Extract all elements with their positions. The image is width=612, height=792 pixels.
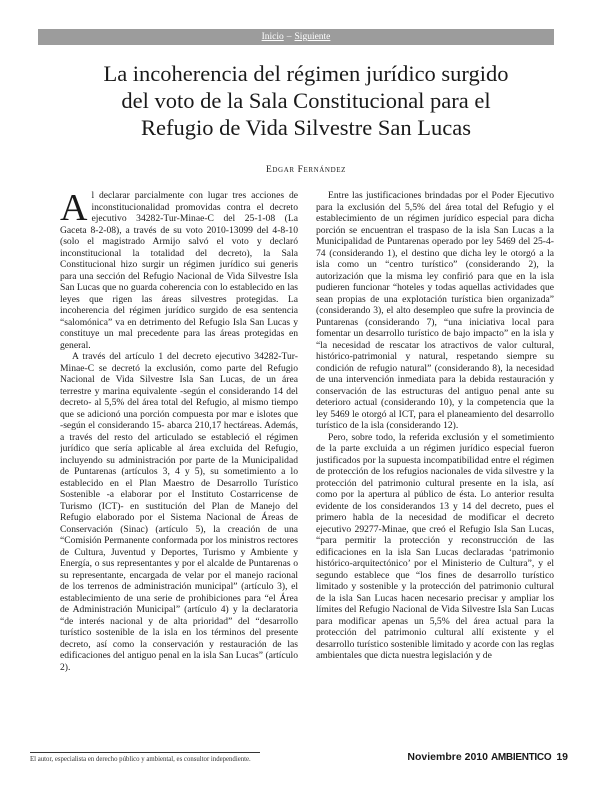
footer-magazine-name: AMBIENTICO: [490, 752, 552, 763]
article-title: [60, 60, 552, 141]
title-line-3: Refugio de Vida Silvestre San Lucas: [140, 115, 472, 140]
footer-date: Noviembre 2010: [407, 751, 488, 763]
nav-separator: –: [286, 32, 292, 42]
footnote-divider: [30, 752, 260, 753]
left-paragraph-1: [60, 190, 298, 351]
left-paragraph-2: A través del artículo 1 del decreto ejecutivo 34282-Tur-Minae-C se decretó la exclusión, como parte del Refugio Nacional de Vida Silvestre Isla San Lucas, de un área terrestre y marina equivalente -según el considerando 14 del decreto- al 5,5% del área total del Refugio, al mismo tiempo que se adicionó una porción compuesta por mar e islotes que -según el considerando 15- abarca 210,17 hectáreas. Además, a través del resto del articulado se estableció el régimen jurídico que sería aplicable al área excluida del Refugio, incluyendo su administración por parte de la Municipalidad de Puntarenas (artículos 3, 4 y 5), su sometimiento a lo establecido en el Plan Maestro de Desarrollo Turístico Sostenible -a elaborar por el Instituto Costarricense de Turismo (ICT)- en sustitución del Plan de Manejo del Refugio elaborado por el Sistema Nacional de Áreas de Conservación (Sinac) (artículo 5), la creación de una “Comisión Permanente conformada por los ministros rectores de Cultura, Juventud y Deportes, Turismo y Ambiente y Energía, o sus representantes y por el alcalde de Puntarenas o su representante, encargada de velar por el manejo racional de los terrenos de administración municipal” (artículo 3), el establecimiento de una serie de prohibiciones para “el Área de Administración Municipal” (artículo 4) y la declaratoria “de interés nacional y de alta prioridad” del “desarrollo turístico sostenible de la isla en los términos del presente decreto, así como la conservación y restauración de las edificaciones del antiguo penal en la isla San Lucas” (artículo 2).: [60, 351, 298, 673]
right-paragraph-2: Pero, sobre todo, la referida exclusión y el sometimiento de la parte excluida a un régimen jurídico especial fueron justificados por la supuesta incompatibilidad entre el régimen de protección de los refugios nacionales de vida silvestre y la protección del patrimonio cultural presente en la isla, así como por la apertura al público de ésta. Lo anterior resulta evidente de los considerandos 13 y 14 del decreto, pues el primero habla de la necesidad de modificar el decreto ejecutivo 29277-Minae, que creó el Refugio Isla San Lucas, “para permitir la protección y reconstrucción de las edificaciones en la isla San Lucas declaradas ‘patrimonio histórico-arquitectónico’ por el Ministerio de Cultura”, y el segundo establece que “los fines de desarrollo turístico limitado y sostenible y la protección del patrimonio cultural de la isla San Lucas hacen necesario precisar y ampliar los límites del Refugio Nacional de Vida Silvestre Isla San Lucas para modificar apenas un 5,5% del área actual para la protección del patrimonio cultural allí existente y el desarrollo turístico sostenible limitado y acorde con las reglas ambientales que dicta nuestra legislación y de: [316, 431, 554, 661]
nav-link-siguiente[interactable]: Siguiente: [294, 32, 331, 42]
article-author: Edgar Fernández: [265, 165, 346, 175]
page-number: 19: [556, 751, 568, 763]
left-column: [60, 190, 298, 746]
right-paragraph-1: Entre las justificaciones brindadas por el Poder Ejecutivo para la exclusión del 5,5% del área total del Refugio y el establecimiento de un régimen jurídico especial para dicha porción se encuentran el traspaso de la isla San Lucas a la Municipalidad de Puntarenas operado por ley 5469 del 25-4-74 (considerando 1), el destino que dicha ley le otorgó a la isla como un “centro turístico” (considerando 2), la autorización que la misma ley confirió para que en la isla pudieren funcionar “hoteles y todas aquellas actividades que sean propias de una explotación turística bien organizada” (considerando 3), el alto desempleo que sufre la provincia de Puntarenas (considerando 7), “una iniciativa local para fomentar un desarrollo turístico de bajo impacto” en la isla y “la necesidad de rescatar los atractivos de valor cultural, histórico-patrimonial y natural, respetando siempre su condición de refugio natural” (considerando 8), la necesidad de una intervención inmediata para la debida restauración y conservación de las estructuras del antiguo penal ante su deterioro actual (considerando 10), y la competencia que la ley 5469 le otorgó al ICT, para el planeamiento del desarrollo turístico de la isla (considerando 12).: [316, 190, 554, 431]
title-line-1: La incoherencia del régimen jurídico surgido: [103, 61, 509, 86]
nav-links: [262, 32, 331, 42]
top-navigation-bar: [38, 29, 554, 45]
title-line-2: del voto de la Sala Constitucional para el: [121, 88, 491, 113]
nav-link-inicio[interactable]: Inicio: [261, 32, 284, 42]
page-footer: [407, 751, 568, 763]
drop-cap: A: [60, 190, 88, 229]
left-paragraph-1-text: l declarar parcialmente con lugar tres acciones de inconstitucionalidad promovidas contra el decreto ejecutivo 34282-Tur-Minae-C del 25-1-08 (La Gaceta 8-2-08), a través de su voto 2010-13099 del 4-8-10 (solo el magistrado Armijo salvó el voto y declaró inconstitucional la totalidad del decreto), la Sala Constitucional hizo surgir un régimen jurídico sui generis para una sección del Refugio Nacional de Vida Silvestre Isla San Lucas que no guarda coherencia con lo establecido en las leyes que rigen las áreas silvestres protegidas. La incoherencia del régimen jurídico surgido de esa sentencia “salomónica” va en detrimento del Refugio Isla San Lucas y constituye un mal precedente para las áreas protegidas en general.: [60, 190, 298, 351]
author-footnote: El autor, especialista en derecho público y ambiental, es consultor independiente.: [30, 756, 251, 763]
right-column: [316, 190, 554, 746]
